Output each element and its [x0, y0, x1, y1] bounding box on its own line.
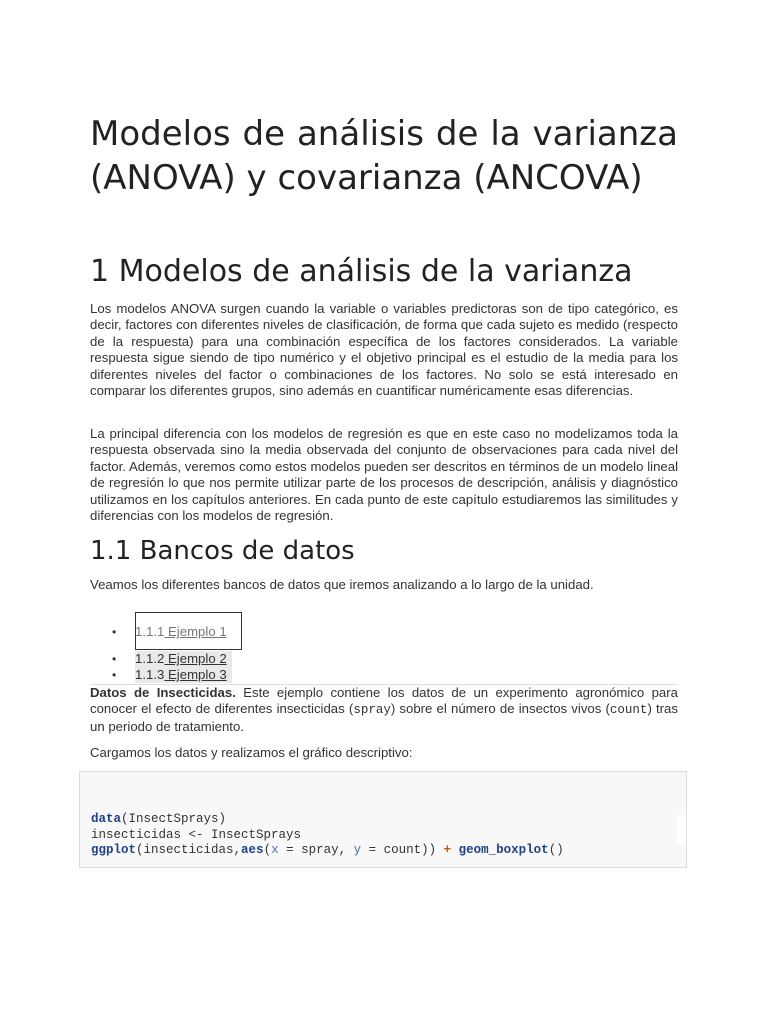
inline-code-spray: spray [353, 703, 391, 718]
code-function: aes [241, 843, 264, 857]
bullet-icon: • [112, 625, 117, 639]
page-title: Modelos de análisis de la varianza (ANOVA) y covarianza (ANCOVA) [90, 114, 678, 198]
text-fragment: ) tras un periodo de tratamiento. [90, 701, 678, 734]
paragraph-insecticide-data [90, 685, 678, 735]
toc-number: 1.1.3 [135, 667, 165, 682]
toc-label: Ejemplo 2 [164, 651, 227, 666]
toc-number: 1.1.1 [135, 624, 165, 639]
text-fragment: Este ejemplo contiene los datos de un experimento agronómico para conocer el efecto de diferentes insecticidas ( [90, 685, 678, 717]
code-function: ggplot [91, 843, 137, 857]
code-operator: + [443, 843, 452, 857]
paragraph-regression-difference: La principal diferencia con los modelos de regresión es que en este caso no modelizamos toda la respuesta observada sino la media observada del conjunto de observaciones para cada nivel del factor. Además, veremos como estos modelos pueden ser descritos en términos de un modelo lineal de regresión lo que nos permite utilizar parte de los procesos de descripción, análisis y diagnóstico utilizamos en los capítulos anteriores. En cada punto de este capítulo estudiaremos las similitudes y diferencias con los modelos de regresión. [90, 426, 678, 524]
toc-link-ejemplo-1[interactable] [135, 624, 227, 640]
bullet-icon: • [112, 652, 117, 666]
code-content [91, 812, 564, 859]
code-argument: y [353, 843, 362, 857]
code-argument: x [271, 843, 279, 857]
code-text: insecticidas <- InsectSprays [91, 827, 302, 842]
code-function: geom_boxplot [458, 843, 549, 857]
code-block[interactable] [79, 771, 687, 868]
code-text [451, 843, 459, 857]
toc-number: 1.1.2 [135, 651, 165, 666]
paragraph-intro: Los modelos ANOVA surgen cuando la variable o variables predictoras son de tipo categórico, es decir, factores con diferentes niveles de clasificación, de forma que cada sujeto es medido (respecto de la respuesta) para una combinación específica de los factores considerados. La variable respuesta sigue siendo de tipo numérico y el objetivo principal es el estudio de la media para los diferentes niveles del factor o combinaciones de los factores. No solo se está interesado en comparar los diferentes grupos, sino además en cuantificar numéricamente esas diferencias. [90, 301, 678, 399]
code-text: () [548, 843, 564, 857]
paragraph-datasets-intro: Veamos los diferentes bancos de datos que iremos analizando a lo largo de la unidad. [90, 577, 594, 592]
toc-label: Ejemplo 3 [164, 667, 227, 682]
section-heading-datasets: 1.1 Bancos de datos [90, 536, 355, 566]
toc-link-ejemplo-3[interactable] [135, 667, 227, 683]
code-text: (insecticidas, [136, 843, 242, 857]
text-fragment: ) sobre el número de insectos vivos ( [390, 701, 610, 717]
section-heading-anova: 1 Modelos de análisis de la varianza [90, 254, 633, 289]
inline-code-count: count [609, 703, 648, 718]
paragraph-load-data: Cargamos los datos y realizamos el gráfico descriptivo: [90, 745, 413, 760]
code-block-scroll-handle[interactable] [677, 815, 686, 845]
toc-link-ejemplo-2[interactable] [135, 651, 227, 667]
toc-label: Ejemplo 1 [164, 624, 227, 639]
code-text: ( [263, 843, 272, 857]
insecticide-data-heading: Datos de Insecticidas. [90, 685, 236, 700]
code-text: (InsectSprays) [121, 812, 227, 826]
bullet-icon: • [112, 668, 117, 682]
code-function: data [91, 812, 122, 826]
code-text: = count)) [361, 843, 444, 857]
code-text: = spray, [278, 843, 354, 857]
